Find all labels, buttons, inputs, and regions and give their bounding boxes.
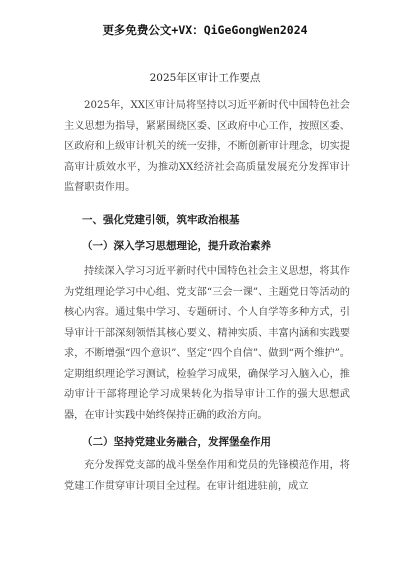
document-title: 2025年区审计工作要点 — [149, 72, 261, 84]
subsection-heading-2: （二）坚持党建业务融合，发挥堡垒作用 — [82, 436, 271, 448]
section-heading-1: 一、强化党建引领，筑牢政治根基 — [82, 214, 240, 226]
promo-banner: 更多免费公文+VX：QiGeGongWen2024 — [102, 23, 308, 37]
intro-paragraph: 2025年，XX区审计局将坚持以习近平新时代中国特色社会主义思想为指导，紧紧围绕区委、区政府中心工作，按照区委、区政府和上级审计机关的统一安排，不断创新审计理念，切实提高审计质效水平，为推动XX经济社会高质量发展充分发挥审计监督职责作用。 — [64, 100, 350, 193]
subsection-1-body: 持续深入学习习近平新时代中国特色社会主义思想，将其作为党组理论学习中心组、党支部“三会一课”、主题党日等活动的核心内容。通过集中学习、专题研讨、个人自学等多种方式，引导审计干部深刻领悟其核心要义、精神实质、丰富内涵和实践要求，不断增强“四个意识”、坚定“四个自信”、做到“两个维护”。定期组织理论学习测试，检验学习成果，确保学习入脑入心，推动审计干部将理论学习成果转化为指导审计工作的强大思想武器，在审计实践中始终保持正确的政治方向。 — [64, 266, 350, 421]
subsection-heading-1: （一）深入学习思想理论，提升政治素养 — [82, 240, 271, 252]
subsection-2-body: 充分发挥党支部的战斗堡垒作用和党员的先锋模范作用，将党建工作贯穿审计项目全过程。在审计组进驻前，成立 — [64, 460, 350, 492]
